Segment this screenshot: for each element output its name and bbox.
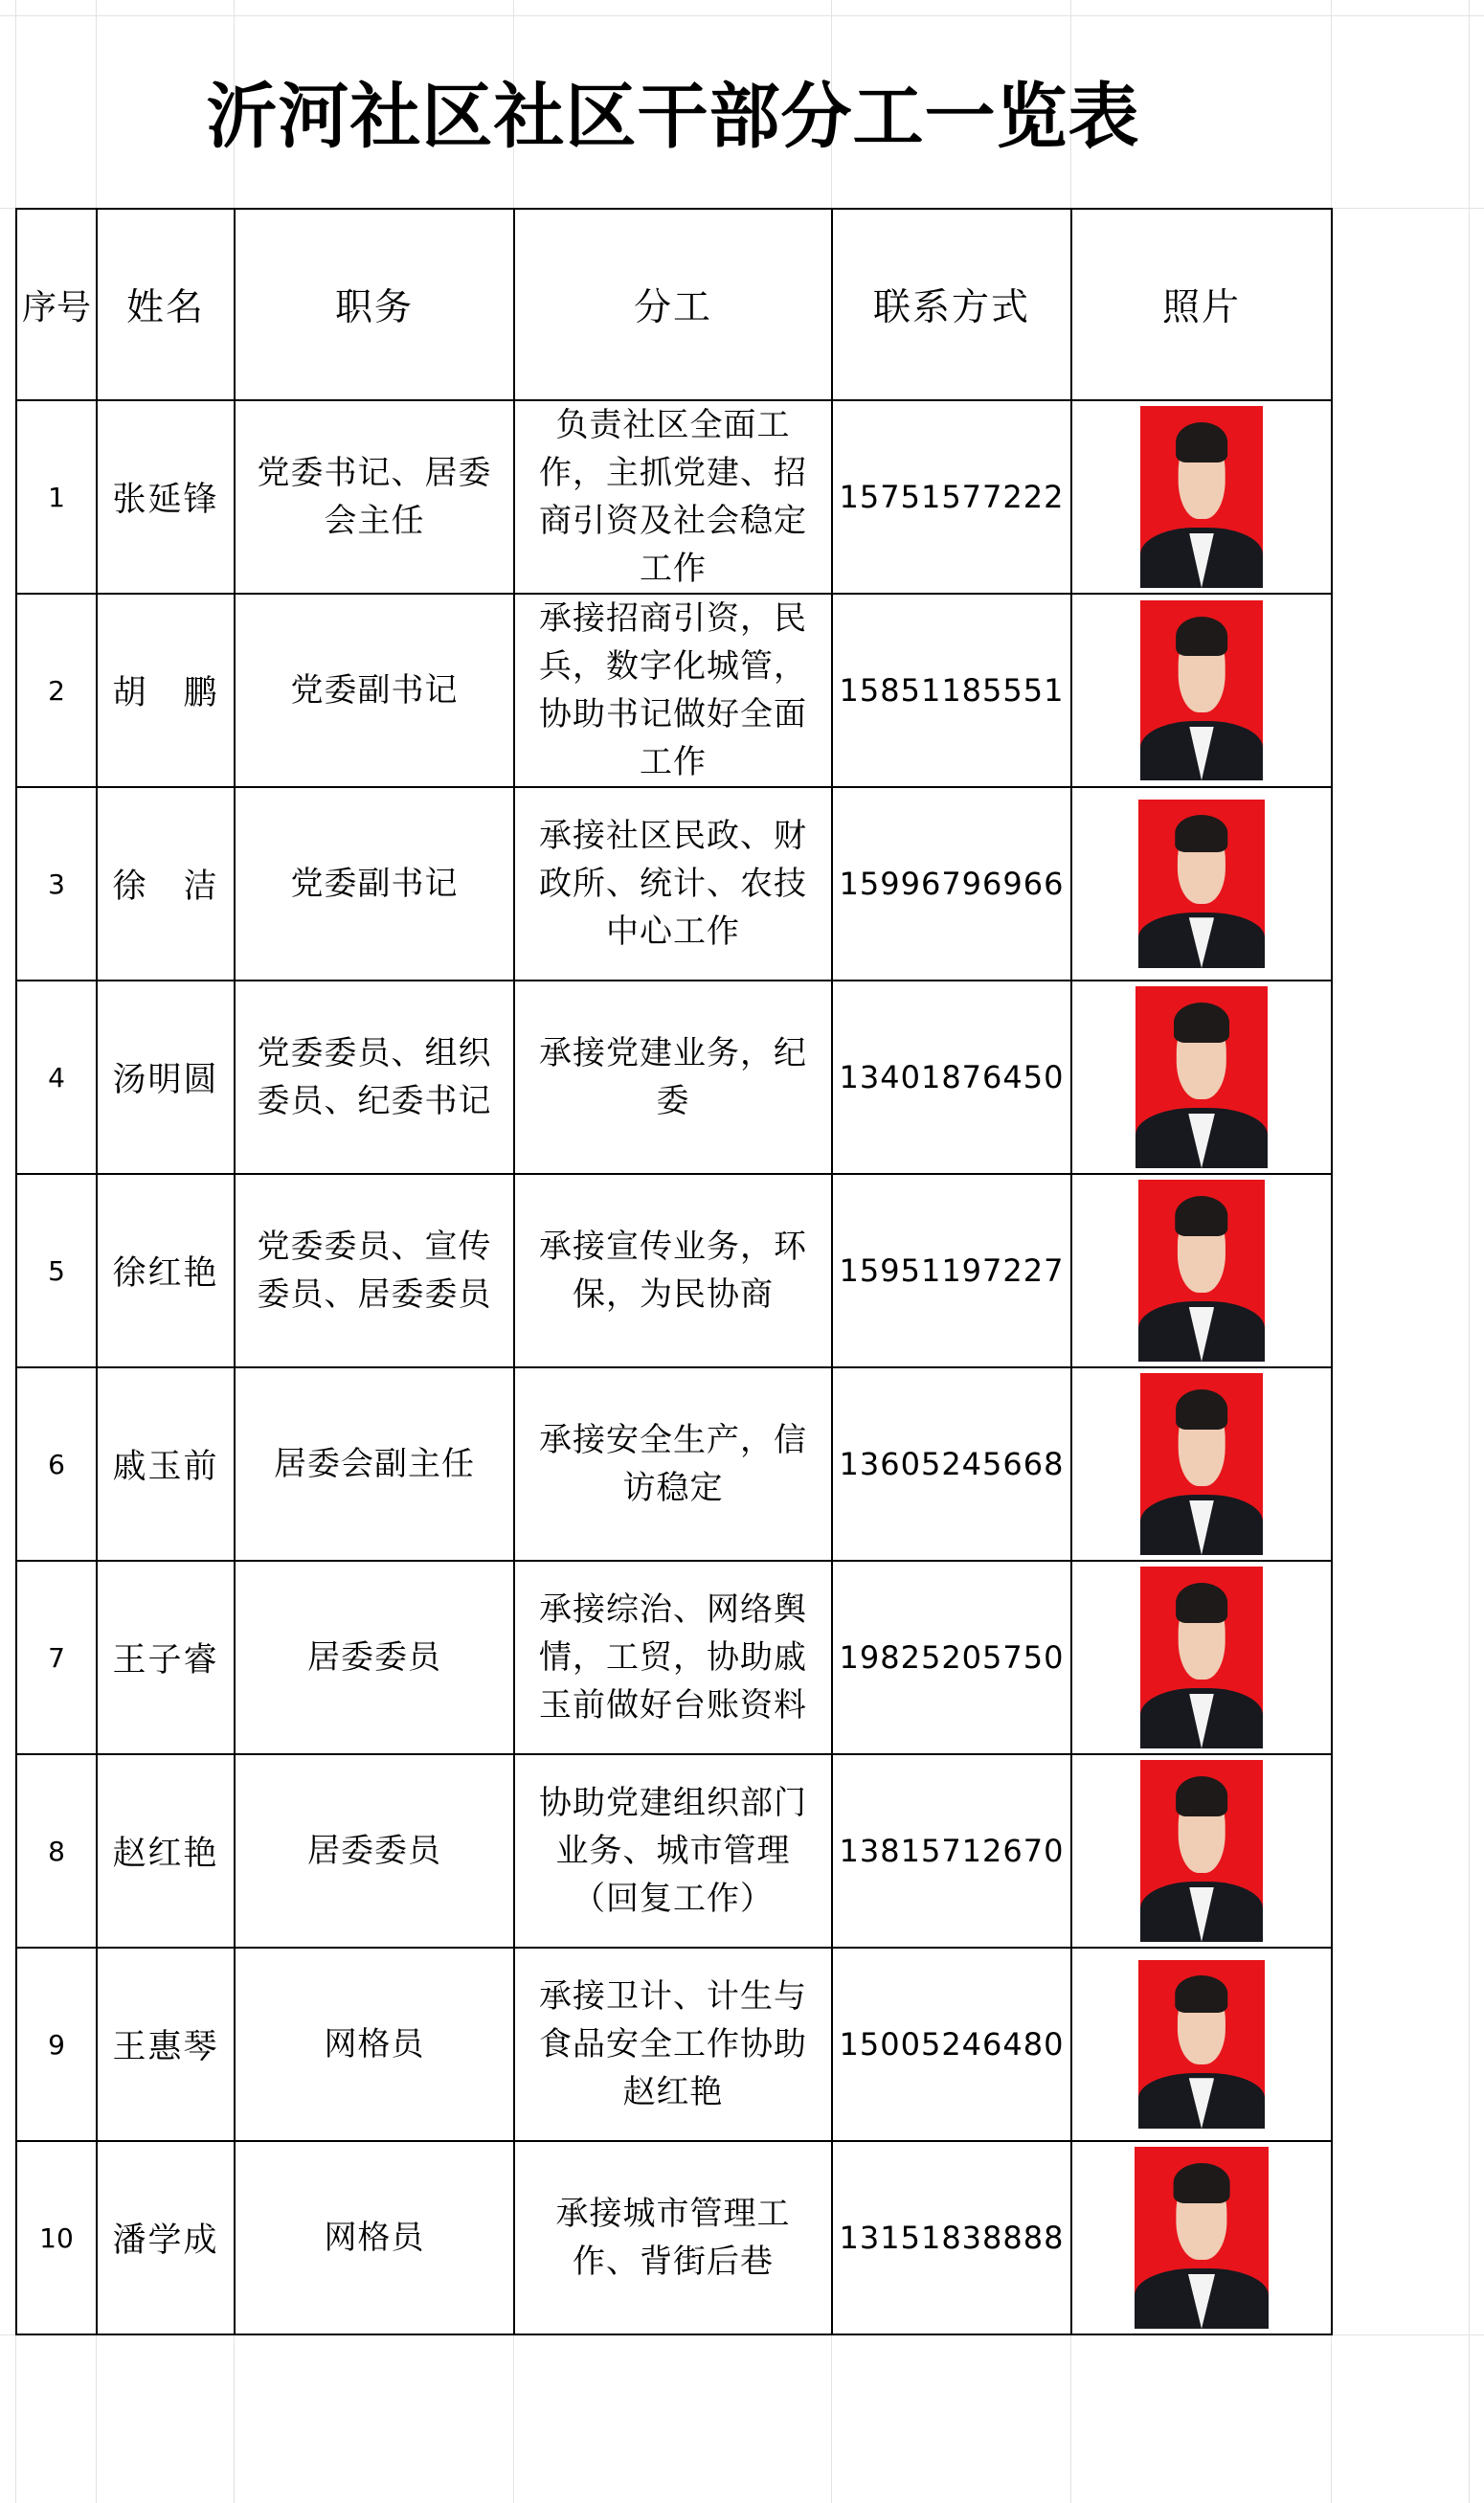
photo-cell [1071, 787, 1332, 981]
seq-cell: 8 [16, 1754, 97, 1948]
photo-cell [1071, 400, 1332, 594]
portrait-male-icon [1140, 406, 1263, 588]
phone-cell: 13151838888 [832, 2141, 1071, 2334]
table-row [16, 1948, 1332, 2141]
portrait-male-icon [1135, 2147, 1269, 2329]
phone-cell: 13815712670 [832, 1754, 1071, 1948]
table-row [16, 787, 1332, 981]
position-cell: 居委会副主任 [235, 1367, 514, 1561]
photo-cell [1071, 1754, 1332, 1948]
name-cell: 潘学成 [97, 2141, 235, 2334]
phone-cell: 15751577222 [832, 400, 1071, 594]
duty-cell: 承接安全生产，信访稳定 [514, 1367, 832, 1561]
header-seq: 序号 [16, 209, 97, 400]
duty-cell: 承接城市管理工作、背街后巷 [514, 2141, 832, 2334]
table-row [16, 1754, 1332, 1948]
duty-cell: 负责社区全面工作，主抓党建、招商引资及社会稳定工作 [514, 400, 832, 594]
portrait-female-icon [1138, 1960, 1265, 2129]
seq-cell: 9 [16, 1948, 97, 2141]
photo-cell [1071, 1174, 1332, 1367]
seq-cell: 2 [16, 594, 97, 787]
header-contact: 联系方式 [832, 209, 1071, 400]
seq-cell: 5 [16, 1174, 97, 1367]
page-title: 沂河社区社区干部分工一览表 [206, 76, 1140, 158]
table-row [16, 594, 1332, 787]
position-cell: 党委副书记 [235, 787, 514, 981]
photo-cell [1071, 981, 1332, 1174]
portrait-male-icon [1140, 1567, 1263, 1748]
portrait-female-icon [1138, 1180, 1265, 1362]
phone-cell: 13401876450 [832, 981, 1071, 1174]
duty-cell: 协助党建组织部门业务、城市管理（回复工作） [514, 1754, 832, 1948]
gridline [1469, 0, 1470, 2503]
roster-body [16, 400, 1332, 2334]
photo-cell [1071, 1367, 1332, 1561]
portrait-female-icon [1138, 800, 1265, 968]
table-row [16, 400, 1332, 594]
name-cell: 汤明圆 [97, 981, 235, 1174]
table-row [16, 981, 1332, 1174]
duty-cell: 承接宣传业务，环保，为民协商 [514, 1174, 832, 1367]
photo-cell [1071, 1561, 1332, 1754]
gridline [0, 15, 1484, 16]
portrait-female-icon [1135, 986, 1268, 1168]
position-cell: 居委委员 [235, 1561, 514, 1754]
position-cell: 党委委员、宣传委员、居委委员 [235, 1174, 514, 1367]
header-duty: 分工 [514, 209, 832, 400]
position-cell: 党委委员、组织委员、纪委书记 [235, 981, 514, 1174]
name-cell: 徐红艳 [97, 1174, 235, 1367]
phone-cell: 13605245668 [832, 1367, 1071, 1561]
portrait-male-icon [1140, 600, 1263, 780]
phone-cell: 15996796966 [832, 787, 1071, 981]
seq-cell: 4 [16, 981, 97, 1174]
seq-cell: 7 [16, 1561, 97, 1754]
table-row [16, 1174, 1332, 1367]
phone-cell: 15951197227 [832, 1174, 1071, 1367]
duty-cell: 承接综治、网络舆情，工贸，协助戚玉前做好台账资料 [514, 1561, 832, 1754]
roster-table [15, 208, 1333, 2335]
position-cell: 党委副书记 [235, 594, 514, 787]
name-cell: 赵红艳 [97, 1754, 235, 1948]
header-row [16, 209, 1332, 400]
name-cell: 戚玉前 [97, 1367, 235, 1561]
position-cell: 网格员 [235, 2141, 514, 2334]
position-cell: 居委委员 [235, 1754, 514, 1948]
table-row [16, 2141, 1332, 2334]
photo-cell [1071, 1948, 1332, 2141]
portrait-male-icon [1140, 1373, 1263, 1555]
seq-cell: 10 [16, 2141, 97, 2334]
name-cell: 胡 鹏 [97, 594, 235, 787]
name-cell: 徐 洁 [97, 787, 235, 981]
header-position: 职务 [235, 209, 514, 400]
table-row [16, 1367, 1332, 1561]
duty-cell: 承接卫计、计生与食品安全工作协助赵红艳 [514, 1948, 832, 2141]
table-row [16, 1561, 1332, 1754]
portrait-female-icon [1140, 1760, 1263, 1942]
duty-cell: 承接党建业务，纪委 [514, 981, 832, 1174]
position-cell: 网格员 [235, 1948, 514, 2141]
header-photo: 照片 [1071, 209, 1332, 400]
header-name: 姓名 [97, 209, 235, 400]
phone-cell: 15005246480 [832, 1948, 1071, 2141]
photo-cell [1071, 594, 1332, 787]
seq-cell: 6 [16, 1367, 97, 1561]
name-cell: 王子睿 [97, 1561, 235, 1754]
photo-cell [1071, 2141, 1332, 2334]
duty-cell: 承接社区民政、财政所、统计、农技中心工作 [514, 787, 832, 981]
position-cell: 党委书记、居委会主任 [235, 400, 514, 594]
name-cell: 张延锋 [97, 400, 235, 594]
seq-cell: 3 [16, 787, 97, 981]
phone-cell: 15851185551 [832, 594, 1071, 787]
seq-cell: 1 [16, 400, 97, 594]
duty-cell: 承接招商引资，民兵，数字化城管，协助书记做好全面工作 [514, 594, 832, 787]
name-cell: 王惠琴 [97, 1948, 235, 2141]
phone-cell: 19825205750 [832, 1561, 1071, 1754]
